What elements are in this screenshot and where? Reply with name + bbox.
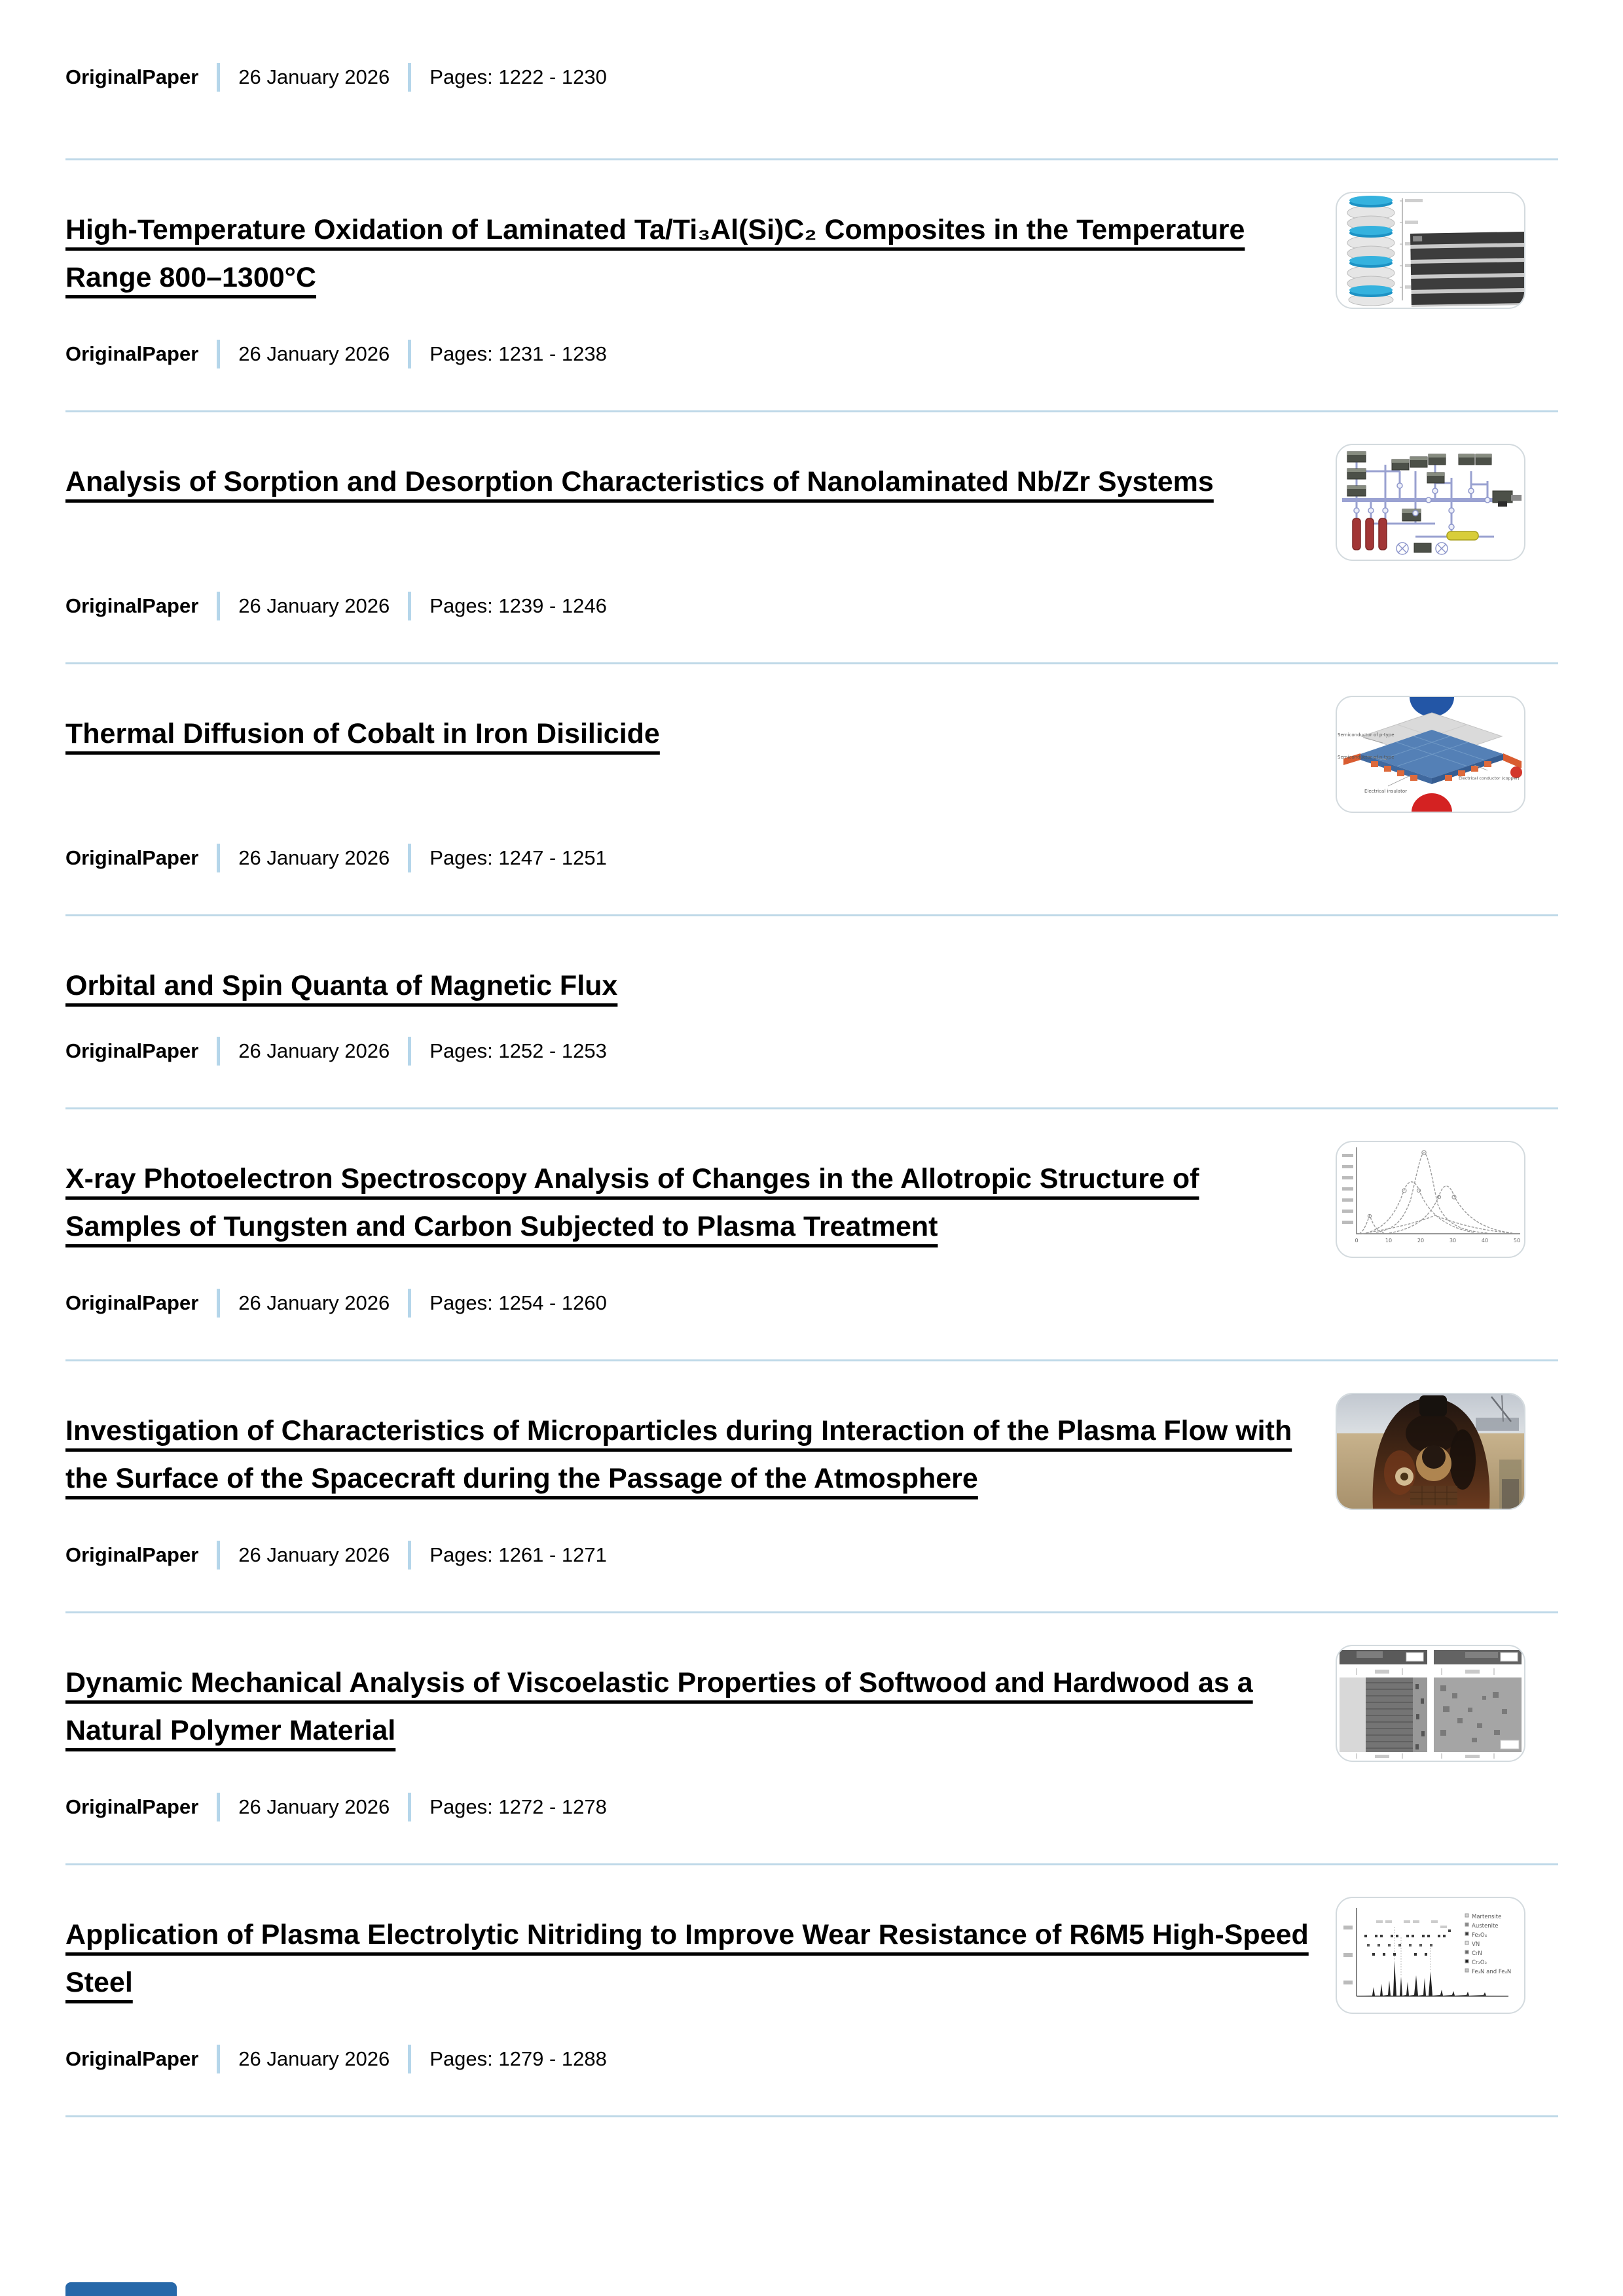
meta-separator <box>408 1793 411 1821</box>
meta-separator <box>408 1037 411 1066</box>
article-list-item <box>65 1359 1558 1611</box>
pages-range: Pages: 1252 - 1253 <box>429 1039 607 1062</box>
pages-range: Pages: 1261 - 1271 <box>429 1543 607 1566</box>
meta-separator <box>217 1793 220 1821</box>
publish-date: 26 January 2026 <box>238 342 390 365</box>
x-tick: 20 <box>1417 1238 1425 1244</box>
article-list-item <box>65 410 1558 662</box>
legend-entry: Martensite <box>1472 1914 1502 1920</box>
article-thumbnail[interactable] <box>1336 1393 1525 1510</box>
gas-line-schematic-image <box>1337 445 1524 560</box>
content-type-label: OriginalPaper <box>65 846 199 869</box>
article-list-item <box>65 1107 1558 1359</box>
insulator-label: Electrical insulator <box>1364 789 1408 794</box>
meta-separator <box>408 1541 411 1570</box>
pages-range: Pages: 1272 - 1278 <box>429 1795 607 1818</box>
article-title-link[interactable]: Thermal Diffusion of Cobalt in Iron Disilicide <box>65 718 660 749</box>
article-title-link[interactable]: Orbital and Spin Quanta of Magnetic Flux <box>65 970 618 1001</box>
reentry-capsule-photo-image <box>1337 1394 1524 1509</box>
article-content <box>65 458 1558 592</box>
legend-entry: Cr₂O₃ <box>1472 1960 1487 1966</box>
pages-range: Pages: 1279 - 1288 <box>429 2047 607 2070</box>
article-title-link[interactable]: High-Temperature Oxidation of Laminated Ta/Ti₃Al(Si)C₂ Composites in the Temperature Range 800–1300°C <box>65 214 1245 293</box>
meta-separator <box>217 340 220 368</box>
p-type-label: Semiconductor of p-type <box>1338 732 1395 738</box>
legend-entry: VN <box>1472 1941 1480 1948</box>
article-content <box>65 1155 1558 1289</box>
meta-separator <box>217 63 220 92</box>
xrd-pattern-chart-image <box>1337 1898 1524 2013</box>
x-tick: 30 <box>1449 1238 1457 1244</box>
x-tick: 0 <box>1355 1238 1359 1244</box>
pages-range: Pages: 1222 - 1230 <box>429 65 607 88</box>
meta-separator <box>217 1541 220 1570</box>
publish-date: 26 January 2026 <box>238 65 390 88</box>
legend-entry: Fe₃N and Fe₄N <box>1472 1969 1512 1975</box>
thermoelectric-module-figure-image <box>1337 697 1524 812</box>
meta-separator <box>408 844 411 872</box>
content-type-label: OriginalPaper <box>65 65 199 88</box>
article-content <box>65 1911 1558 2045</box>
article-thumbnail[interactable] <box>1336 696 1525 813</box>
article-thumbnail[interactable] <box>1336 1897 1525 2014</box>
top-meta-block <box>65 0 1558 158</box>
pages-range: Pages: 1254 - 1260 <box>429 1291 607 1314</box>
article-thumbnail[interactable] <box>1336 1141 1525 1258</box>
meta-separator <box>217 592 220 620</box>
x-tick: 40 <box>1481 1238 1489 1244</box>
article-title-link[interactable]: Analysis of Sorption and Desorption Characteristics of Nanolaminated Nb/Zr Systems <box>65 466 1214 497</box>
article-thumbnail[interactable] <box>1336 192 1525 309</box>
conductor-label: Electrical conductor (copper) <box>1459 776 1520 781</box>
publish-date: 26 January 2026 <box>238 1795 390 1818</box>
article-meta <box>65 844 1558 872</box>
article-list-item <box>65 662 1558 914</box>
content-type-label: OriginalPaper <box>65 1543 199 1566</box>
content-type-label: OriginalPaper <box>65 1291 199 1314</box>
article-title-link[interactable]: Application of Plasma Electrolytic Nitriding to Improve Wear Resistance of R6M5 High-Speed Steel <box>65 1919 1309 1998</box>
article-title-link[interactable]: X-ray Photoelectron Spectroscopy Analysis of Changes in the Allotropic Structure of Samples of Tungsten and Carbon Subjected to Plasma Treatment <box>65 1163 1199 1242</box>
pages-range: Pages: 1239 - 1246 <box>429 594 607 617</box>
article-thumbnail[interactable] <box>1336 1645 1525 1762</box>
article-content <box>65 206 1558 340</box>
publish-date: 26 January 2026 <box>238 594 390 617</box>
content-type-label: OriginalPaper <box>65 594 199 617</box>
article-meta <box>65 340 1558 368</box>
content-type-label: OriginalPaper <box>65 1795 199 1818</box>
legend-entry: Fe₃O₄ <box>1472 1932 1487 1939</box>
publish-date: 26 January 2026 <box>238 846 390 869</box>
article-list-item <box>65 1863 1558 2115</box>
content-type-label: OriginalPaper <box>65 342 199 365</box>
bottom-partial-banner[interactable] <box>65 2282 177 2296</box>
x-tick: 10 <box>1385 1238 1393 1244</box>
meta-separator <box>408 592 411 620</box>
legend-entry: CrN <box>1472 1950 1482 1957</box>
meta-separator <box>408 1289 411 1318</box>
legend-entry: Austenite <box>1472 1923 1499 1929</box>
pages-range: Pages: 1231 - 1238 <box>429 342 607 365</box>
article-list-item <box>65 914 1558 1107</box>
article-list-item <box>65 1611 1558 1863</box>
spectra-chart-image <box>1337 1142 1524 1257</box>
list-divider <box>65 2115 1558 2117</box>
publish-date: 26 January 2026 <box>238 1543 390 1566</box>
article-content <box>65 962 1558 1037</box>
article-meta <box>65 1541 1558 1570</box>
article-meta <box>65 592 1558 620</box>
laminated-composite-figure-image <box>1337 193 1524 308</box>
article-thumbnail[interactable] <box>1336 444 1525 561</box>
content-type-label: OriginalPaper <box>65 1039 199 1062</box>
meta-separator <box>408 63 411 92</box>
article-content <box>65 710 1558 844</box>
article-meta <box>65 1037 1558 1066</box>
meta-separator <box>217 2045 220 2073</box>
article-meta <box>65 1793 1558 1821</box>
x-tick: 50 <box>1513 1238 1521 1244</box>
meta-separator <box>408 2045 411 2073</box>
meta-separator <box>408 340 411 368</box>
publish-date: 26 January 2026 <box>238 1291 390 1314</box>
article-content <box>65 1407 1558 1541</box>
article-meta <box>65 63 1558 92</box>
meta-separator <box>217 1289 220 1318</box>
n-type-label: Semiconductor of n-type <box>1338 755 1395 760</box>
content-type-label: OriginalPaper <box>65 2047 199 2070</box>
meta-separator <box>217 844 220 872</box>
wood-micrographs-image <box>1337 1646 1524 1761</box>
meta-separator <box>217 1037 220 1066</box>
article-meta <box>65 1289 1558 1318</box>
article-title-link[interactable]: Dynamic Mechanical Analysis of Viscoelastic Properties of Softwood and Hardwood as a Natural Polymer Material <box>65 1667 1253 1746</box>
article-list-item <box>65 158 1558 410</box>
pages-range: Pages: 1247 - 1251 <box>429 846 607 869</box>
article-meta <box>65 2045 1558 2073</box>
article-title-link[interactable]: Investigation of Characteristics of Microparticles during Interaction of the Plasma Flow with the Surface of the Spacecraft during the Passage of the Atmosphere <box>65 1415 1292 1494</box>
article-content <box>65 1659 1558 1793</box>
publish-date: 26 January 2026 <box>238 2047 390 2070</box>
publish-date: 26 January 2026 <box>238 1039 390 1062</box>
